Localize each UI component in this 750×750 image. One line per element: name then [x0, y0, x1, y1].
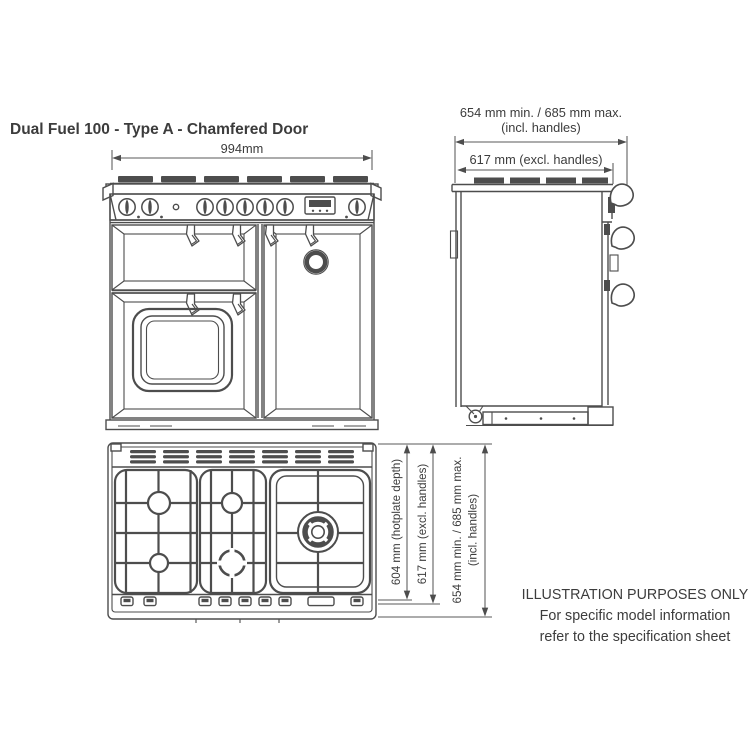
door-handle-icon: [233, 294, 246, 315]
rail-end-tab: [111, 444, 121, 451]
plinth-front-box: [588, 407, 613, 425]
knob-icon: [349, 199, 365, 215]
front-width-label: 994mm: [220, 141, 264, 156]
knob-icon: [142, 199, 158, 215]
door-handle-icon: [306, 225, 319, 246]
knob-icon: [257, 199, 273, 215]
front-center-divider: [258, 224, 262, 418]
grill-door: [112, 225, 256, 290]
side-base: [461, 406, 613, 426]
side-depth-incl-label1: 654 mm min. / 685 mm max.: [459, 105, 623, 120]
side-hob: [452, 178, 613, 192]
side-depth-incl-label2: (incl. handles): [501, 120, 581, 135]
knob-icon: [119, 199, 135, 215]
side-depth-excl-label: 617 mm (excl. handles): [469, 152, 603, 167]
front-plinth: [106, 420, 378, 430]
dimension-width-994: [112, 141, 372, 170]
burner-icon: [217, 548, 247, 578]
disclaimer-line2: For specific model information: [539, 608, 731, 624]
disclaimer-line3: refer to the specification sheet: [539, 629, 731, 645]
knob-icon: [277, 199, 293, 215]
oven-door: [112, 293, 256, 418]
vent-slots: [130, 450, 354, 464]
top-view: [108, 443, 492, 623]
burner-icon: [150, 554, 168, 572]
door-handle-icon: [187, 225, 200, 246]
wok-burner-icon: [298, 512, 338, 552]
burner-icon: [222, 493, 242, 513]
front-hob-band: [103, 184, 381, 201]
ignition-button-icon: [173, 204, 178, 209]
knob-icon: [237, 199, 253, 215]
side-handle-icon: [611, 227, 634, 249]
side-handle-icon: [610, 184, 633, 206]
burners: [148, 492, 338, 578]
burner-icon: [148, 492, 170, 514]
thermodial-icon: [304, 250, 328, 274]
front-view: [103, 141, 381, 430]
clock-display: [305, 197, 335, 214]
right-door: [264, 225, 372, 418]
top-depth-incl-label1: 654 mm min. / 685 mm max.: [451, 456, 464, 604]
disclaimer-line1: ILLUSTRATION PURPOSES ONLY: [521, 587, 749, 603]
dimension-top-depth-excl: [416, 446, 433, 603]
dimension-top-depth-incl: [451, 446, 485, 616]
clock-base: [308, 597, 334, 606]
front-control-panel: [110, 194, 374, 223]
top-hotplate-depth-label: 604 mm (hotplate depth): [390, 458, 403, 586]
side-badge: [610, 255, 618, 271]
knob-icon: [217, 199, 233, 215]
page-title: Dual Fuel 100 - Type A - Chamfered Door: [10, 121, 309, 138]
top-depth-incl-label2: (incl. handles): [466, 493, 480, 567]
door-handle-icon: [233, 225, 246, 246]
dimension-depth-incl: [455, 105, 627, 188]
front-pan-supports: [110, 176, 374, 184]
oven-window: [133, 309, 232, 391]
knob-icon: [197, 199, 213, 215]
side-handle-icon: [611, 284, 634, 306]
rail-end-tab: [363, 444, 373, 451]
side-view: [451, 105, 635, 426]
door-handle-icon: [187, 294, 200, 315]
side-body: [451, 192, 619, 408]
top-depth-excl-label: 617 mm (excl. handles): [416, 463, 429, 585]
disclaimer: [522, 587, 749, 645]
